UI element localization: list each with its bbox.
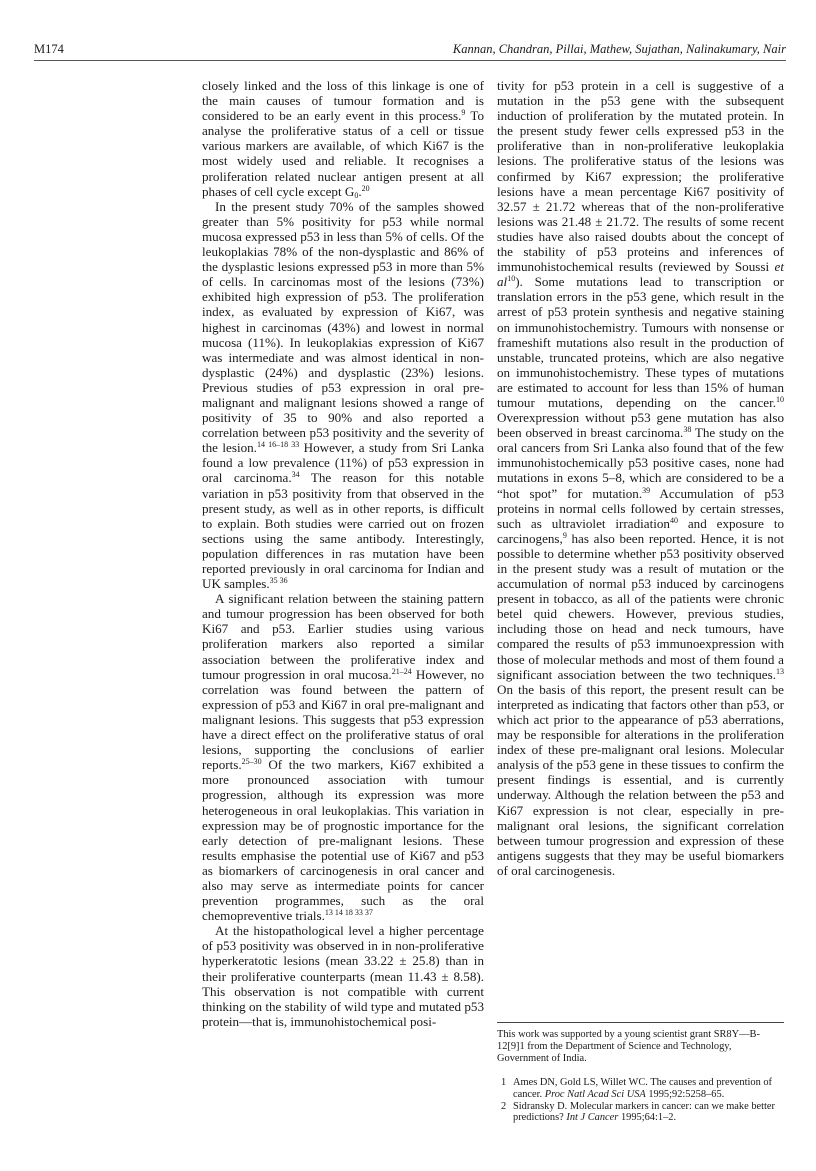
right-column [497, 78, 784, 878]
paragraph: A significant relation between the staining pattern and tumour progression has been observed for both Ki67 and p53. Earlier studies using various proliferation markers also reported a similar association between the proliferative index and tumour progression in oral mucosa.$^{21-24}$ However, no correlation was found between the pattern of expression of p53 and Ki67 in oral pre-malignant and malignant lesions. This suggests that p53 expression have a direct effect on the proliferative status of oral lesions, supporting the conclusions of earlier reports.$^{25-30}$ Of the two markers, Ki67 exhibited a more pronounced association with tumour progression, although its expression was more heterogeneous in oral leukoplakias. This variation in expression may be of prognostic importance for the early detection of pre-malignant lesions. These results emphasise the potential use of Ki67 and p53 as biomarkers of carcinogenesis in oral cancer and also may serve as intermediate points for cancer prevention programmes, such as the oral chemopreventive trials.$^{13 14 18 33 37}$ [202, 591, 484, 924]
paragraph: In the present study 70% of the samples showed greater than 5% positivity for p53 while normal mucosa expressed p53 in less than 5% of cells. Of the leukoplakias 78% of the non-dysplastic and 86% of the dysplastic lesions expressed p53 in more than 5% of cells. In carcinomas most of the lesions (73%) exhibited high expression of p53. The proliferation index, as evaluated by expression of Ki67, was highest in carcinomas (43%) and lowest in normal mucosa (11%). In leukoplakias expression of Ki67 was intermediate and was almost identical in non-dysplastic (24%) and dysplastic (23%) lesions. Previous studies of p53 expression in oral pre-malignant and malignant lesions showed a range of positivity of 35 to 90% and also reported a correlation between p53 positivity and the severity of the lesion.$^{14 16-18 33}$ However, a study from Sri Lanka found a low prevalence (11%) of p53 expression in oral carcinoma.$^{34}$ The reason for this notable variation in p53 positivity from that observed in the present study, as well as in other reports, is difficult to explain. Both studies were carried out on frozen sections using the same antibody. Interestingly, population differences in ras mutation have been reported previously in oral carcinoma for Indian and UK samples.$^{35 36}$ [202, 198, 485, 592]
paragraph: At the histopathological level a higher percentage of p53 positivity was observed in in non-proliferative hyperkeratotic lesions (mean 33.22 ± 25.8) than in their proliferative counterparts (mean 11.43 ± 8.58). This observation is not compatible with current thinking on the stability of wild type and mutated p53 protein—that is, immunohistochemical posi- [202, 923, 484, 1029]
acknowledgement: This work was supported by a young scientist grant SR8Y—B-12[9]1 from the Department of Science and Technology, Government of India. [497, 1022, 784, 1064]
reference-item: 2 Sidransky D. Molecular markers in cancer: can we make better predictions? Int J Cancer 1995;64:1–2. [501, 1100, 775, 1124]
running-header [34, 40, 786, 61]
reference-list [497, 1077, 784, 1124]
paragraph: closely linked and the loss of this linkage is one of the main causes of tumour formation and is considered to be an early event in this process.$^9$ To analyse the proliferative status of a cell or tissue various markers are available, of which Ki67 is the most widely used and reliable. It recognises a proliferation related nuclear antigen present at all phases of cell cycle except $G_0.^{20}$ [202, 78, 484, 200]
page-number: M174 [34, 42, 64, 56]
left-column [202, 78, 484, 1029]
paragraph: tivity for p53 protein in a cell is suggestive of a mutation in the p53 gene with the subsequent induction of proliferation by the mutated protein. In the present study fewer cells expressed p53 in the proliferative than in non-proliferative leukoplakia lesions. The proliferative status of the lesions was confirmed by Ki67 expression; the proliferative lesions have a mean percentage Ki67 positivity of 32.57 ± 21.72 whereas that of the non-proliferative lesions was 21.48 ± 21.72. The results of some recent studies have also raised doubts about the concept of the stability of p53 proteins and inferences of immunohistochemical results (reviewed by Soussi et $al^{10}$). Some mutations lead to transcription or translation errors in the p53 gene, which result in the arrest of p53 protein synthesis and negative staining on immunohistochemistry. Tumours with nonsense or frameshift mutations also result in the production of unstable, truncated proteins, which are also negative on immunohistochemistry. These types of mutations are estimated to account for less than 15% of human tumour mutations, depending on the cancer.$^{10}$ Overexpression without p53 gene mutation has also been observed in breast carcinoma.$^{38}$ The study on the oral cancers from Sri Lanka also found that of the few immunohistochemically p53 positive cases, none had mutations in exons 5–8, which are considered to be a “hot spot” for mutation.$^{39}$ Accumulation of p53 proteins in normal cells followed by certain stresses, such as ultraviolet irradiation$^{40}$ and exposure to carcinogens,$^9$ has also been reported. Hence, it is not possible to determine whether p53 positivity observed in the present study was a result of mutation or the accumulation of normal p53 induced by carcinogens present in tobacco, as all of the patients were chronic betel quid chewers. However, previous studies, including those on head and neck tumours, have compared the results of p53 immunoexpression with those of molecular methods and most of them found a significant association between the two techniques.$^{13}$ On the basis of this report, the present result can be interpreted as indicating that factors other than p53, or which act prior to the appearance of p53 aberrations, may be responsible for alterations in the proliferation index of these pre-malignant oral lesions. Molecular analysis of the p53 gene in these tissues to confirm the present findings is essential, and is currently underway. Although the relation between the p53 and Ki67 expression is not clear, especially in pre-malignant oral lesions, the significant correlation between tumour progression and expression of these antigens suggests that they may be useful biomarkers of oral carcinogenesis. [497, 78, 784, 878]
running-authors: Kannan, Chandran, Pillai, Mathew, Sujathan, Nalinakumary, Nair [452, 42, 786, 56]
reference-item: 1 Ames DN, Gold LS, Willet WC. The causes and prevention of cancer. Proc Natl Acad Sci USA 1995;92:5258–65. [501, 1077, 773, 1100]
